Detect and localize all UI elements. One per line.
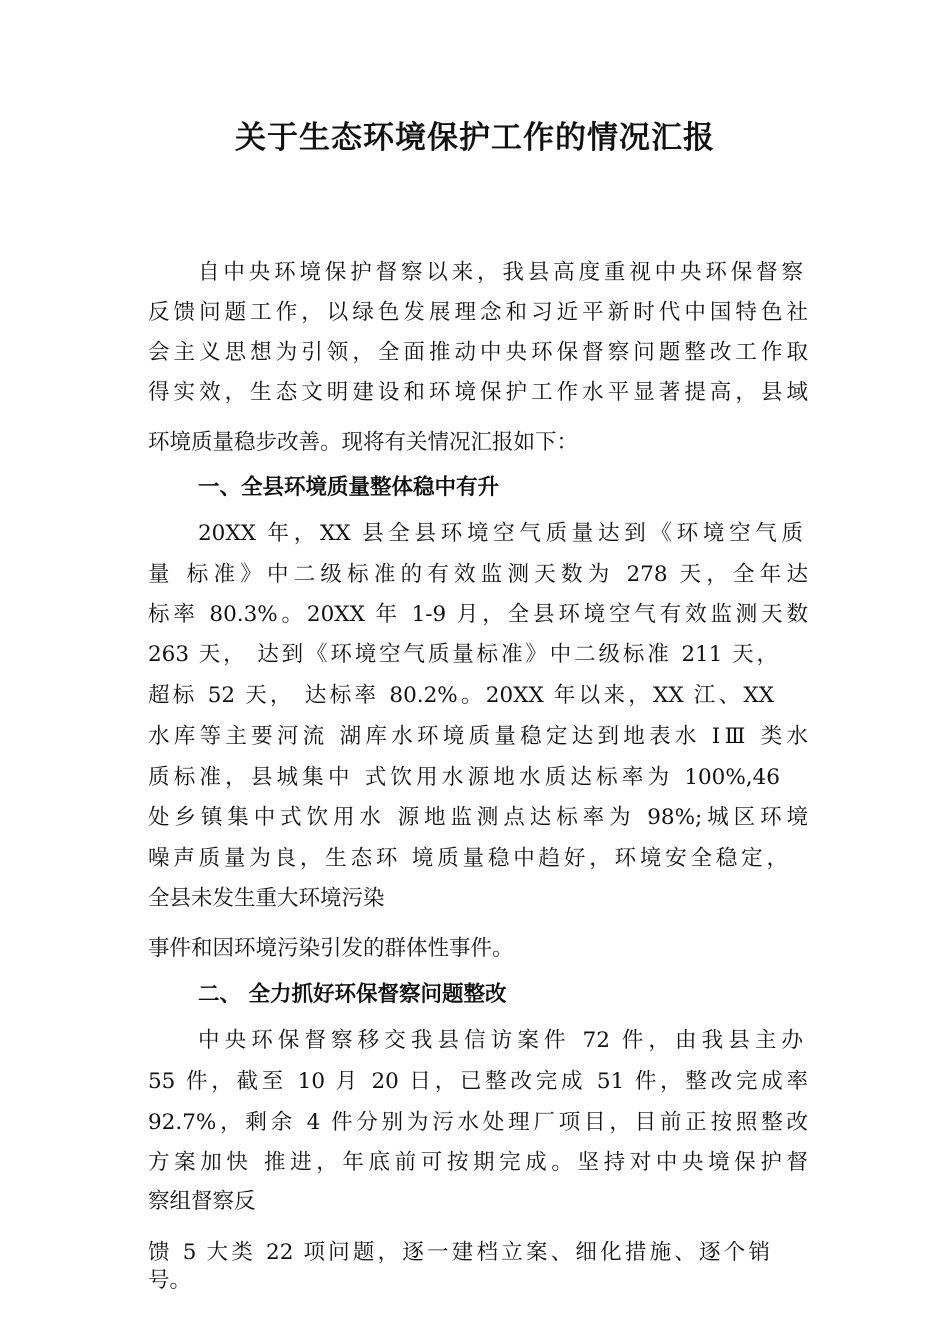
section2-heading: 二、 全力抓好环保督察问题整改: [198, 982, 507, 1007]
section1-line-5: 超标 52 天， 达标率 80.2%。20XX 年以来，XX 江、XX: [148, 683, 774, 708]
section2-line-3: 92.7%，剩余 4 件分别为污水处理厂项目，目前正按照整改: [148, 1110, 808, 1135]
section1-line-9: 噪声质量为良，生态环 境质量稳中趋好，环境安全稳定，: [148, 846, 788, 871]
section1-line-7: 质标准，县城集中 式饮用水源地水质达标率为 100%,46: [148, 765, 780, 790]
section1-line-1: 20XX 年，XX 县全县环境空气质量达到《环境空气质: [198, 521, 803, 546]
section2-line-7: 号。: [148, 1268, 192, 1293]
section1-line-4: 263 天， 达到《环境空气质量标准》中二级标准 211 天，: [148, 642, 778, 667]
section2-line-1: 中央环保督察移交我县信访案件 72 件，由我县主办: [198, 1028, 803, 1053]
intro-line-2: 反馈问题工作，以绿色发展理念和习近平新时代中国特色社: [148, 300, 808, 325]
section1-line-6: 水库等主要河流 湖库水环境质量稳定达到地表水 IⅢ 类水: [148, 724, 808, 749]
section1-heading: 一、全县环境质量整体稳中有升: [198, 475, 500, 500]
intro-line-4: 得实效，生态文明建设和环境保护工作水平显著提高，县域: [148, 380, 808, 405]
document-title: 关于生态环境保护工作的情况汇报: [235, 120, 715, 156]
intro-line-5: 环境质量稳步改善。现将有关情况汇报如下：: [148, 430, 579, 455]
section2-line-5: 察组督察反: [148, 1189, 256, 1214]
section1-line-11: 事件和因环境污染引发的群体性事件。: [148, 936, 514, 961]
section1-line-8: 处乡镇集中式饮用水 源地监测点达标率为 98%;城区环境: [148, 805, 808, 830]
section1-line-3: 标率 80.3%。20XX 年 1-9 月，全县环境空气有效监测天数: [148, 602, 808, 627]
section1-line-2: 量 标准》中二级标准的有效监测天数为 278 天，全年达: [148, 562, 808, 587]
section2-line-4: 方案加快 推进，年底前可按期完成。坚持对中央境保护督: [148, 1150, 808, 1175]
section1-line-10: 全县未发生重大环境污染: [148, 886, 385, 911]
section2-line-6: 馈 5 大类 22 项问题，逐一建档立案、细化措施、逐个销: [148, 1240, 770, 1265]
intro-line-3: 会主义思想为引领，全面推动中央环保督察问题整改工作取: [148, 340, 808, 365]
section2-line-2: 55 件，截至 10 月 20 日，已整改完成 51 件，整改完成率: [148, 1069, 808, 1094]
intro-line-1: 自中央环境保护督察以来，我县高度重视中央环保督察: [198, 260, 803, 285]
